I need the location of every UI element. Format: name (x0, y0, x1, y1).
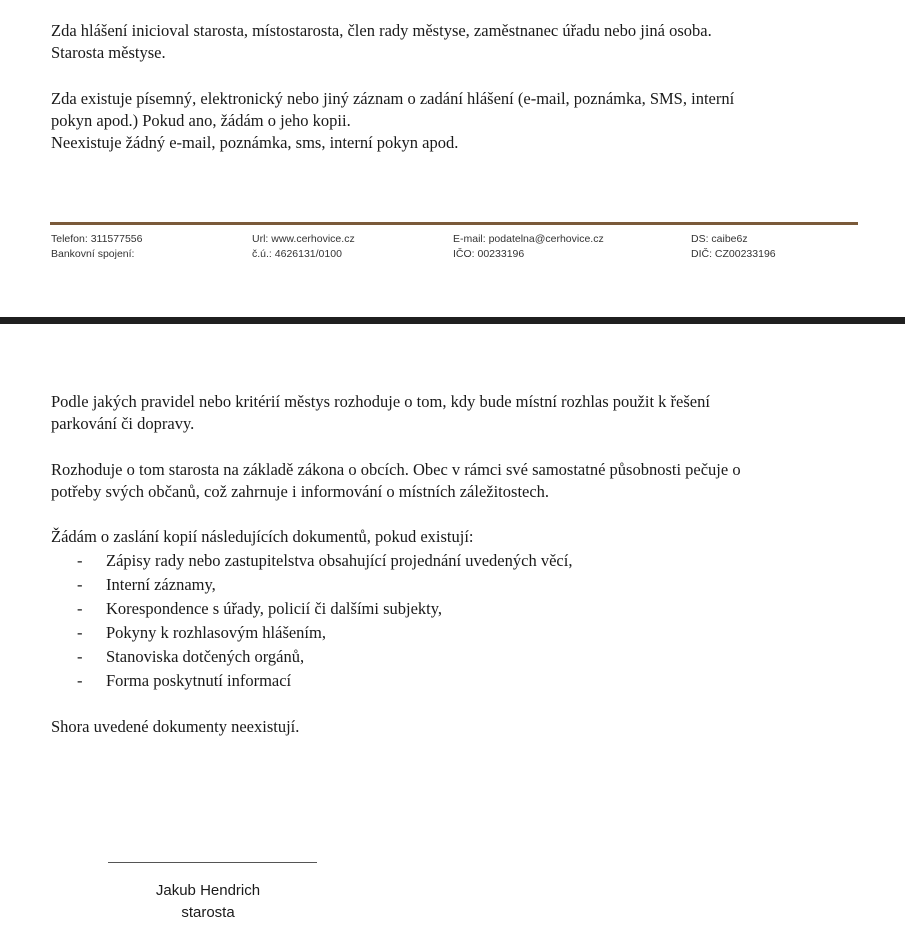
dash-bullet: - (77, 599, 83, 618)
document-list (51, 549, 572, 693)
text-line: Zda hlášení inicioval starosta, místostarosta, člen rady městyse, zaměstnanec úřadu nebo jiná osoba. (51, 21, 712, 40)
list-item (51, 669, 572, 693)
list-item (51, 597, 572, 621)
footer-bank: Bankovní spojení: (51, 248, 135, 260)
footer-email: E-mail: podatelna@cerhovice.cz (453, 233, 604, 245)
text-line: Starosta městyse. (51, 43, 166, 62)
footer-col-ds (691, 232, 776, 262)
footer-divider (50, 222, 858, 225)
list-item-text: Stanoviska dotčených orgánů, (106, 647, 305, 666)
text-line: parkování či dopravy. (51, 414, 195, 433)
footer-phone: Telefon: 311577556 (51, 233, 143, 245)
dash-bullet: - (77, 551, 83, 570)
dash-bullet: - (77, 647, 83, 666)
footer-col-web (252, 232, 355, 262)
dash-bullet: - (77, 575, 83, 594)
list-item (51, 573, 572, 597)
list-item-text: Zápisy rady nebo zastupitelstva obsahující projednání uvedených věcí, (106, 551, 573, 570)
dash-bullet: - (77, 623, 83, 642)
list-item-text: Korespondence s úřady, policií či dalšími subjekty, (106, 599, 443, 618)
request-line: Žádám o zaslání kopií následujících dokumentů, pokud existují: (51, 527, 474, 546)
list-item (51, 621, 572, 645)
footer-col-email (453, 232, 604, 262)
text-line: potřeby svých občanů, což zahrnuje i informování o místních záležitostech. (51, 482, 550, 501)
dash-bullet: - (77, 671, 83, 690)
list-item (51, 549, 572, 573)
text-line: Rozhoduje o tom starosta na základě zákona o obcích. Obec v rámci své samostatné působnosti pečuje o (51, 460, 741, 479)
list-item-text: Interní záznamy, (106, 575, 216, 594)
footer-account: č.ú.: 4626131/0100 (252, 248, 342, 260)
text-line: pokyn apod.) Pokud ano, žádám o jeho kopii. (51, 111, 351, 130)
list-item-text: Pokyny k rozhlasovým hlášením, (106, 623, 326, 642)
text-line: Neexistuje žádný e-mail, poznámka, sms, interní pokyn apod. (51, 133, 459, 152)
list-item-text: Forma poskytnutí informací (106, 671, 292, 690)
footer-dic: DIČ: CZ00233196 (691, 248, 776, 260)
text-line: Zda existuje písemný, elektronický nebo jiný záznam o zadání hlášení (e-mail, poznámka, SMS, interní (51, 89, 735, 108)
footer-col-contact (51, 232, 142, 262)
page-separator (0, 317, 905, 324)
signatory-name: Jakub Hendrich (155, 882, 261, 899)
text-line: Podle jakých pravidel nebo kritérií městys rozhoduje o tom, kdy bude místní rozhlas použit k řešení (51, 392, 710, 411)
signatory-title: starosta (181, 904, 235, 921)
footer-ico: IČO: 00233196 (453, 248, 525, 260)
closing-statement: Shora uvedené dokumenty neexistují. (51, 717, 300, 736)
list-item (51, 645, 572, 669)
signature-line (108, 862, 317, 863)
footer-url: Url: www.cerhovice.cz (252, 233, 355, 245)
footer-ds: DS: caibe6z (691, 233, 748, 245)
